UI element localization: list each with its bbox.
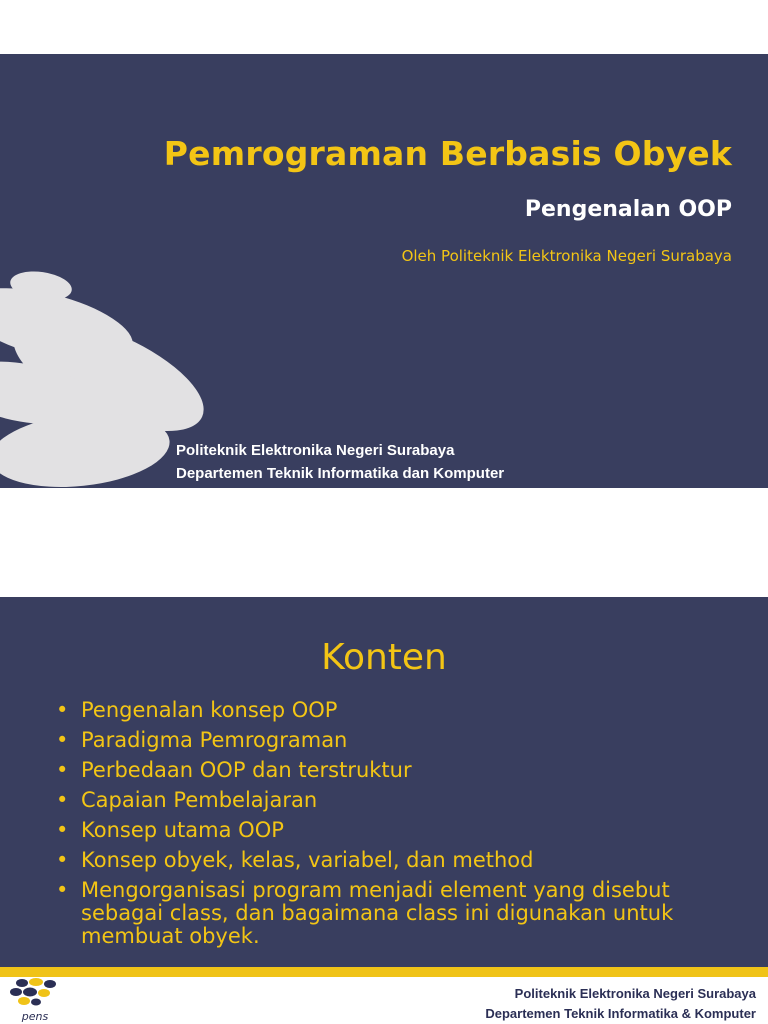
presentation-title: Pemrograman Berbasis Obyek (163, 134, 732, 173)
logo-text: pens (21, 1010, 49, 1023)
footer-institution: Politeknik Elektronika Negeri Surabaya (514, 986, 756, 1001)
list-item (56, 849, 736, 872)
list-item-text: Perbedaan OOP dan terstruktur (81, 758, 412, 782)
footer-department: Departemen Teknik Informatika & Komputer (485, 1006, 756, 1021)
bullet-icon: • (56, 698, 69, 722)
contents-slide (0, 597, 768, 967)
list-item (56, 699, 736, 722)
contents-title: Konten (321, 637, 447, 678)
bullet-icon: • (56, 878, 69, 902)
list-item-text: Paradigma Pemrograman (81, 728, 348, 752)
institution-name: Politeknik Elektronika Negeri Surabaya (176, 442, 455, 459)
list-item-text: Pengenalan konsep OOP (81, 698, 338, 722)
presentation-subtitle: Pengenalan OOP (524, 197, 732, 222)
bullet-icon: • (56, 788, 69, 812)
list-item-text: Konsep utama OOP (81, 818, 284, 842)
slide-footer (0, 967, 768, 1024)
bullet-icon: • (56, 758, 69, 782)
pens-logo (6, 975, 64, 1023)
list-item (56, 759, 736, 782)
contents-list (56, 699, 736, 955)
list-item-text: Konsep obyek, kelas, variabel, dan method (81, 848, 534, 872)
list-item (56, 789, 736, 812)
list-item (56, 729, 736, 752)
bullet-icon: • (56, 728, 69, 752)
footer-accent-bar (0, 967, 768, 977)
department-name: Departemen Teknik Informatika dan Komputer (176, 465, 505, 482)
bullet-icon: • (56, 818, 69, 842)
author-line: Oleh Politeknik Elektronika Negeri Surabaya (401, 247, 732, 265)
list-item (56, 819, 736, 842)
list-item-text: Mengorganisasi program menjadi element yang disebut sebagai class, dan bagaimana class ini digunakan untuk membuat obyek. (81, 878, 674, 948)
list-item (56, 879, 736, 948)
title-slide (0, 54, 768, 488)
bullet-icon: • (56, 848, 69, 872)
list-item-text: Capaian Pembelajaran (81, 788, 318, 812)
